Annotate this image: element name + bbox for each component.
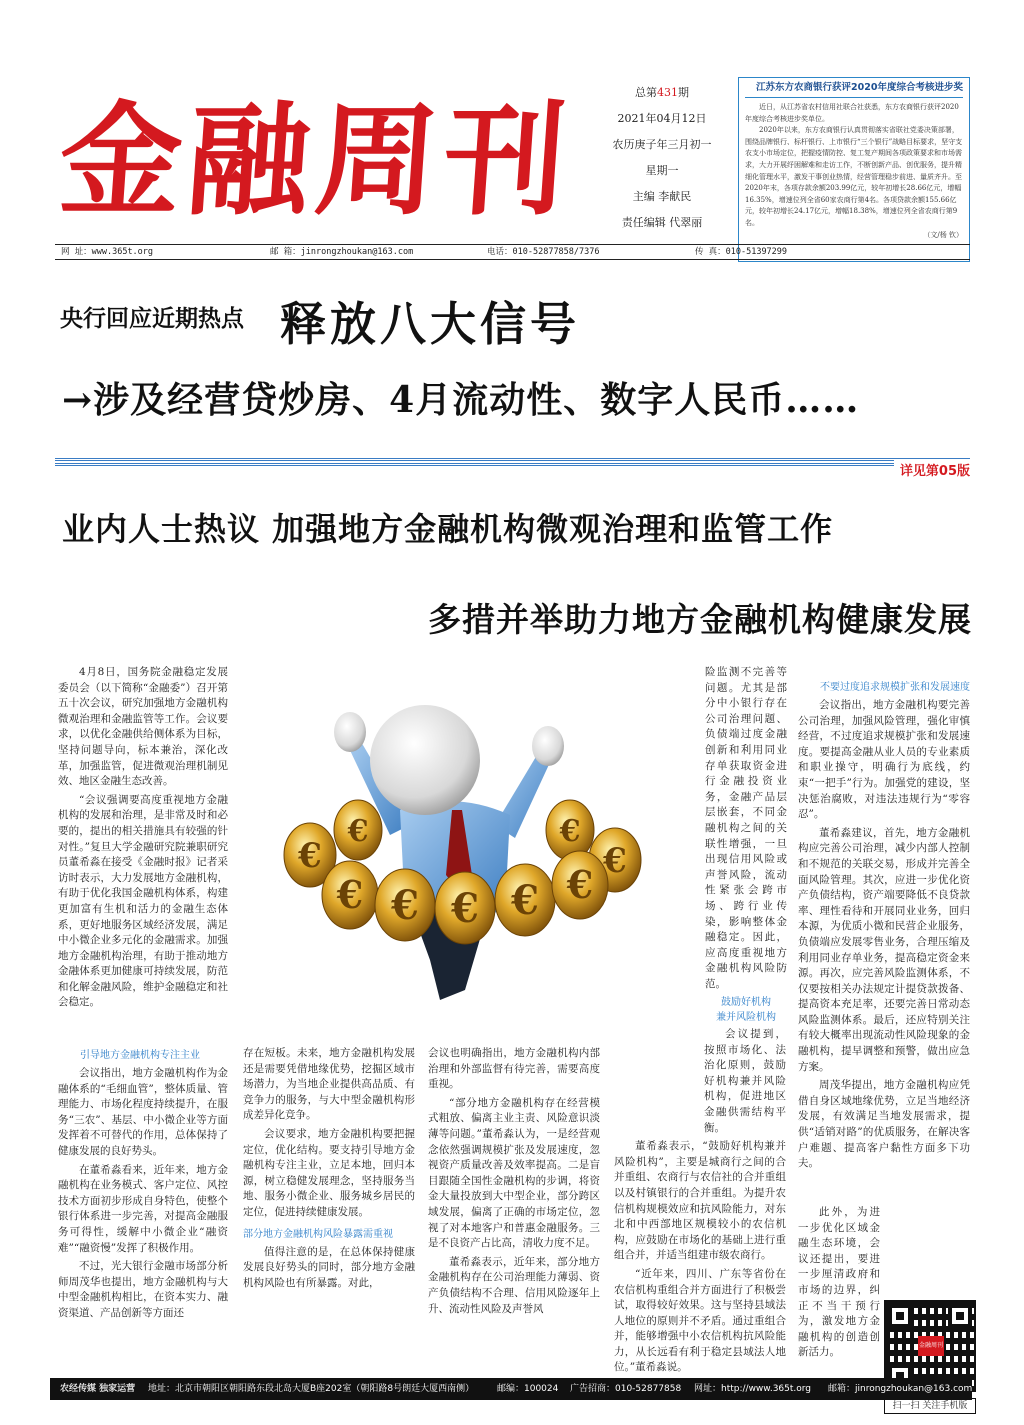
article-paragraph: 董希淼表示，“鼓励好机构兼并风险机构”，主要是城商行之间的合并重组、农商行与农信社的合并重组以及村镇银行的合并重组。为提升农信机构规模效应和抗风险能力，对东北和中西部地区规模较小的农信机构，应鼓励在市场化的基础上进行重组合并，并适当组建市级农商行。 — [614, 1140, 786, 1262]
article-paragraph: “近年来，四川、广东等省份在农信机构重组合并方面进行了积极尝试，取得较好效果。这与坚持县域法人地位的原则并不矛盾。通过重组合并，能够增强中小农信机构抗风险能力，从长远看有利于稳定县域法人地位。”董希淼说。 — [614, 1267, 786, 1374]
qr-finder — [888, 1304, 912, 1328]
article-paragraph: 在董希淼看来，近年来，地方金融机构在业务模式、客户定位、风控技术方面初步形成自身特色，使整个银行体系进一步完善，对提高金融服务可得性，缓解中小微企业“融资难”“融资慢”发挥了积极作用。 — [58, 1163, 228, 1254]
divider-rule — [55, 463, 970, 466]
right-hand — [532, 726, 564, 766]
article-paragraph: 董希淼表示，近年来，部分地方金融机构存在公司治理能力薄弱、资产负债结构不合理、信用风险逐年上升、流动性风险及声誉风 — [428, 1255, 600, 1315]
qr-label: 扫一扫 关注手机版 — [884, 1398, 976, 1414]
news-brief-author: （文/杨 钦） — [923, 230, 963, 239]
article-headline: 业内人士热议 加强地方金融机构微观治理和监管工作 — [62, 510, 834, 548]
article-column-1 — [58, 665, 228, 1014]
article-paragraph: 会议也明确指出，地方金融机构内部治理和外部监督有待完善，需要高度重视。 — [428, 1047, 600, 1091]
contact-website: 网 址：www.365t.org — [61, 247, 154, 257]
footer-ad: 广告招商：010-52877858 — [570, 1384, 682, 1394]
article-column-2 — [243, 1046, 415, 1294]
article-paragraph: 董希淼建议，首先，地方金融机构应完善公司治理，减少内部人控制和不规范的关联交易，形成并完善全面风险管理。其次，应进一步优化资产负债结构，资产端要降低不良贷款率、理性看待和开展同业业务，回归本源，为优质小微和民营企业服务，负债端应发展零售业务，合理压缩及利用同业存单业务，提高稳定资金来源。再次，应完善风险监测体系，不仅要按相关办法规定计提贷款拨备、提高资本充足率，还要完善日常动态风险监测体系。最后，还应特别关注有较大概率出现流动性风险现象的金融机构，提早调整和预警，做出应急方案。 — [798, 826, 970, 1073]
left-hand — [334, 712, 366, 752]
issue-prefix: 总第 — [635, 86, 657, 99]
issue-info — [592, 80, 732, 236]
article-column-4-top — [705, 665, 787, 995]
article-paragraph: 险监测不完善等问题。尤其是部分中小银行存在公司治理问题、负债端过度金融创新和利用同业存单获取资金进行金融投资业务，金融产品层层嵌套，不同金融机构之间的关联性增强，一旦出现信用风险或声誉风险，流动性紧张会跨市场、跨行业传染，影响整体金融稳定。因此，应高度重视地方金融机构风险防范。 — [705, 666, 787, 990]
news-brief-title: 江苏东方农商银行获评2020年度综合考核进步奖 — [745, 81, 963, 98]
headline-main: 释放八大信号 — [280, 297, 580, 351]
footer-brand: 农经传媒 独家运营 — [60, 1384, 136, 1394]
issue-number: 431 — [657, 86, 678, 99]
issue-date: 2021年04月12日 — [617, 112, 707, 125]
article-column-4 — [614, 1027, 786, 1379]
article-paragraph: 存在短板。未来，地方金融机构发展还是需要凭借地缘优势，挖掘区域市场潜力，为当地企业提供高品质、有竞争力的服务，与大中型金融机构形成差异化竞争。 — [243, 1047, 415, 1122]
news-brief-paragraph: 2020年以来，东方农商银行认真贯彻落实省联社党委决策部署，围绕品牌银行、标杆银行、上市银行“三个银行”战略目标要求，坚守支农支小市场定位，把握疫情防控、复工复产期间各项政策要求和市场需求，大力开展纾困解难和走访工作，不断创新产品、创优服务，提升精细化管理水平，激发干事创业热情，经营管理稳步前进、量质齐升。至2020年末，各项存款余额203.99亿元，较年初增长28.66亿元，增幅16.35%，增速位列全省60家农商行第4名。各项贷款余额155.66亿元，较年初增长24.17亿元，增幅18.38%，增速位列全省农商行第9名。 — [745, 126, 963, 227]
news-brief-paragraph: 近日，从江苏省农村信用社联合社获悉，东方农商银行获评2020年度综合考核进步奖单位。 — [745, 103, 959, 123]
section-heading: 鼓励好机构 — [721, 997, 771, 1008]
article-paragraph: 此外，为进一步优化区域金融生态环境，会议还提出，要进一步厘清政府和市场的边界，纠正不当干预行为，激发地方金融机构的创造创新活力。 — [798, 1206, 880, 1359]
article-paragraph: “部分地方金融机构存在经营模式粗放、偏离主业主责、风险意识淡薄等问题。”董希淼认为，一是经营观念依然强调规模扩张及发展速度，忽视资产质量改善及效率提高。二是盲目跟随全国性金融机构的步调，将资金大量投放到大中型企业，部分跨区域发展，偏离了正确的市场定位，忽视了对本地客户和普惠金融服务。三是不良资产占比高，清收力度不足。 — [428, 1096, 600, 1250]
issue-number-line — [592, 80, 732, 106]
contact-bar — [55, 244, 970, 260]
article-paragraph: 会议指出，地方金融机构作为金融体系的“毛细血管”，整体质量、管理能力、市场化程度持续提升，在服务“三农”、基层、中小微企业等方面发挥着不可替代的作用，总体保持了健康发展的良好势头。 — [58, 1067, 228, 1157]
contact-fax: 传 真：010-51397299 — [695, 247, 788, 257]
qr-finder — [948, 1304, 972, 1328]
article-subheadline: 多措并举助力地方金融机构健康发展 — [428, 600, 972, 639]
section-heading: 部分地方金融机构风险暴露需重视 — [243, 1228, 393, 1240]
see-more-link[interactable]: 详见第05版 — [894, 460, 970, 479]
issue-suffix: 期 — [678, 86, 689, 99]
footer-website[interactable]: 网址：http://www.365t.org — [694, 1384, 812, 1394]
article-column-1-lower — [58, 1042, 228, 1325]
responsible-editor: 责任编辑 代翠丽 — [621, 216, 703, 229]
svg-text:€: € — [336, 872, 364, 917]
footer-bar — [50, 1378, 972, 1400]
svg-text:€: € — [511, 877, 539, 924]
chief-editor: 主编 李献民 — [632, 190, 692, 203]
contact-phone: 电话：010-52877858/7376 — [487, 247, 600, 257]
headline-kicker: 央行回应近期热点 — [60, 306, 244, 332]
article-column-5-end — [798, 1205, 880, 1364]
article-paragraph: “会议强调要高度重视地方金融机构的发展和治理，是非常及时和必要的，提出的相关措施具有较强的针对性。”复旦大学金融研究院兼职研究员董希淼在接受《金融时报》记者采访时表示，大力发展地方金融机构，有助于优化我国金融机构体系，构建更加富有生机和活力的金融生态体系，更好地服务区域经济发展，满足中小微企业多元化的金融需求。加强地方金融机构治理，有助于推动地方金融体系更加健康可持续发展，防范和化解金融风险，维护金融稳定和社会稳定。 — [58, 793, 228, 1009]
article-paragraph: 不过，光大银行金融市场部分析师周茂华也提出，地方金融机构与大中型金融机构相比，在资本实力、融资渠道、产品创新等方面还 — [58, 1260, 228, 1319]
section-heading: 兼并风险机构 — [716, 1012, 776, 1023]
figure-head — [370, 705, 480, 815]
svg-text:€: € — [559, 814, 581, 849]
article-paragraph: 会议指出，地方金融机构要完善公司治理，加强风险管理，强化审慎经营，不过度追求规模扩张和发展速度。要提高金融从业人员的专业素质和职业操守，明确行为底线，约束“一把手”行为。加强党的建设，坚决惩治腐败，对违法违规行为“零容忍”。 — [798, 699, 970, 821]
svg-text:€: € — [347, 814, 369, 849]
masthead-title: 金融周刊 — [54, 88, 578, 232]
article-paragraph: 会议要求，地方金融机构要把握定位，优化结构。要支持引导地方金融机构专注主业，立足本地，回归本源，树立稳健发展理念，坚持服务当地、服务小微企业、服务城乡居民的定位，促进持续健康发展。 — [243, 1127, 415, 1218]
headline-subtitle: →涉及经营贷炒房、4月流动性、数字人民币…… — [62, 379, 860, 421]
qr-logo: 金融周刊 — [918, 1336, 944, 1356]
article-column-4-heading — [705, 995, 787, 1025]
footer-email[interactable]: 邮箱：jinrongzhoukan@163.com — [828, 1384, 972, 1394]
article-paragraph: 周茂华提出，地方金融机构应凭借自身区域地缘优势，立足当地经济发展，有效满足当地发展需求，提供“适销对路”的优质服务，在解决客户难题、提高客户黏性方面多下功夫。 — [798, 1079, 970, 1170]
lunar-date: 农历庚子年三月初一 — [612, 138, 712, 151]
svg-text:€: € — [451, 885, 479, 932]
news-brief-box — [738, 77, 970, 262]
article-column-3 — [428, 1046, 600, 1320]
svg-text:€: € — [566, 862, 594, 907]
section-heading: 引导地方金融机构专注主业 — [80, 1050, 200, 1061]
contact-email: 邮 箱：jinrongzhoukan@163.com — [270, 247, 414, 257]
divider-rule — [55, 458, 970, 461]
footer-postcode: 邮编：100024 — [497, 1384, 559, 1394]
svg-text:€: € — [603, 841, 627, 881]
article-column-5 — [798, 680, 970, 1175]
weekday: 星期一 — [645, 164, 679, 177]
article-paragraph: 会议提到，按照市场化、法治化原则，鼓励好机构兼并风险机构，促进地区金融供需结构平衡。 — [704, 1028, 786, 1134]
article-paragraph: 4月8日，国务院金融稳定发展委员会（以下简称“金融委”）召开第五十次会议，研究加强地方金融机构微观治理和金融监管等工作。会议要求，以优化金融供给侧体系为目标，坚持问题导向，标本兼治，深化改革，加强监管，促进微观治理机制见效、地区金融生态改善。 — [58, 666, 228, 788]
section-heading: 不要过度追求规模扩张和发展速度 — [820, 682, 970, 693]
footer-address: 地址：北京市朝阳区朝阳路东段北岛大厦B座202室（朝阳路8号朗廷大厦西南侧） — [148, 1384, 475, 1394]
svg-text:€: € — [391, 882, 419, 929]
article-paragraph: 值得注意的是，在总体保持健康发展良好势头的同时，部分地方金融机构风险也有所暴露。对此， — [243, 1245, 415, 1289]
euro-figure-illustration — [240, 660, 665, 1015]
svg-text:€: € — [298, 836, 322, 876]
